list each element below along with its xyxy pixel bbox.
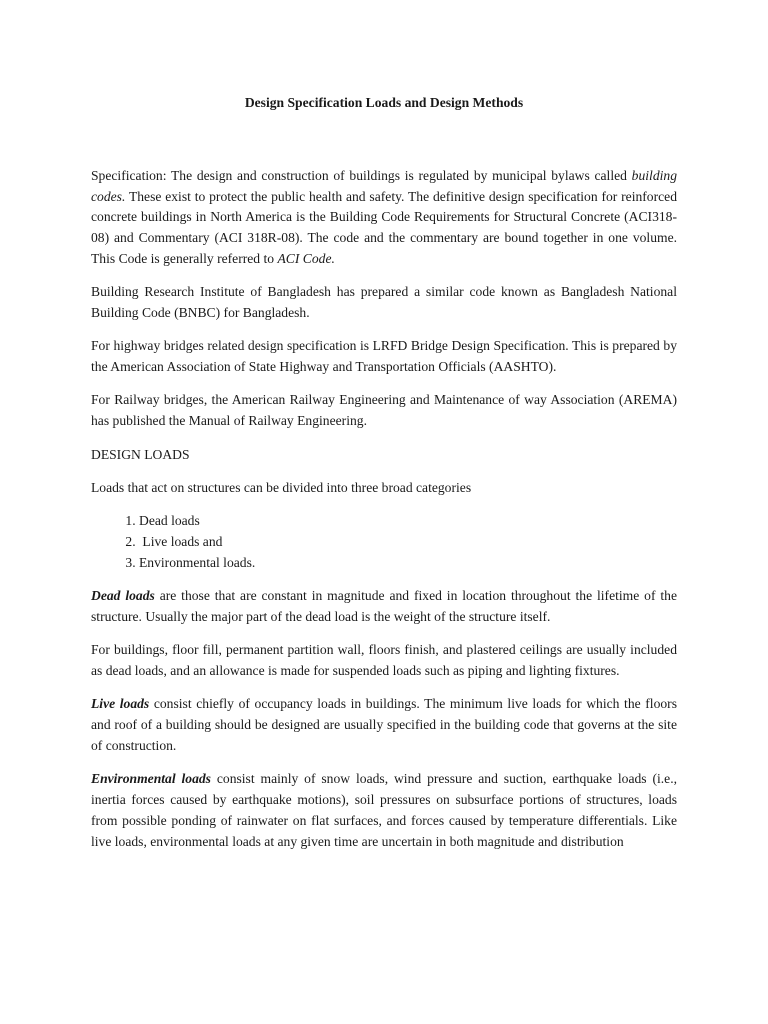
spec-text-a: Specification: The design and construction of buildings is regulated by municipal bylaws called — [91, 167, 632, 183]
document-title: Design Specification Loads and Design Methods — [244, 95, 524, 110]
load-categories-list — [91, 511, 677, 573]
paragraph-live-loads — [91, 694, 677, 756]
paragraph-specification — [91, 166, 677, 270]
list-item-dead-loads: 1. Dead loads — [139, 511, 677, 532]
term-environmental-loads: Environmental loads — [91, 771, 211, 787]
paragraph-environmental-loads — [91, 769, 677, 852]
term-dead-loads: Dead loads — [91, 588, 155, 604]
paragraph-load-categories: Loads that act on structures can be divided into three broad categories — [91, 479, 472, 495]
aci-code-emphasis: ACI Code. — [277, 250, 335, 266]
dead-loads-text: are those that are constant in magnitude and fixed in location throughout the lifetime of the structure. Usually the major part of the dead load is the weight of the structure itself. — [91, 588, 677, 624]
building-codes-emphasis: building codes. — [91, 167, 677, 204]
document-page — [91, 93, 677, 865]
heading-design-loads: DESIGN LOADS — [91, 446, 190, 462]
term-live-loads: Live loads — [91, 696, 150, 712]
paragraph-highway-bridges: For highway bridges related design specification is LRFD Bridge Design Specification. This is prepared by the American Association of State Highway and Transportation Officials (AASHTO). — [91, 338, 677, 375]
list-item-live-loads: 2. Live loads and — [139, 532, 677, 553]
paragraph-railway-bridges: For Railway bridges, the American Railway Engineering and Maintenance of way Association (AREMA) has published the Manual of Railway Engineering. — [91, 392, 677, 429]
live-loads-text: consist chiefly of occupancy loads in buildings. The minimum live loads for which the floors and roof of a building should be designed are usually specified in the building code that governs at the site of construction. — [91, 696, 677, 753]
environmental-loads-text: consist mainly of snow loads, wind pressure and suction, earthquake loads (i.e., inertia forces caused by earthquake motions), soil pressures on subsurface portions of structures, loads from possible ponding of rainwater on flat surfaces, and forces caused by temperature differentials. Like live loads, environmental loads at any given time are uncertain in both magnitude and distribution — [91, 771, 677, 849]
paragraph-dead-load-examples: For buildings, floor fill, permanent partition wall, floors finish, and plastered ceilings are usually included as dead loads, and an allowance is made for suspended loads such as piping and lighting fixtures. — [91, 642, 677, 678]
list-item-environmental-loads: 3. Environmental loads. — [139, 553, 677, 574]
paragraph-bnbc: Building Research Institute of Bangladesh has prepared a similar code known as Bangladesh National Building Code (BNBC) for Bangladesh. — [91, 284, 677, 321]
spec-text-b: These exist to protect the public health and safety. The definitive design specification for reinforced concrete buildings in North America is the Building Code Requirements for Structural Concrete (ACI318-08) and Commentary (ACI 318R-08). The code and the commentary are bound together in one volume. This Code is generally referred to — [91, 188, 677, 266]
paragraph-dead-loads — [91, 586, 677, 628]
